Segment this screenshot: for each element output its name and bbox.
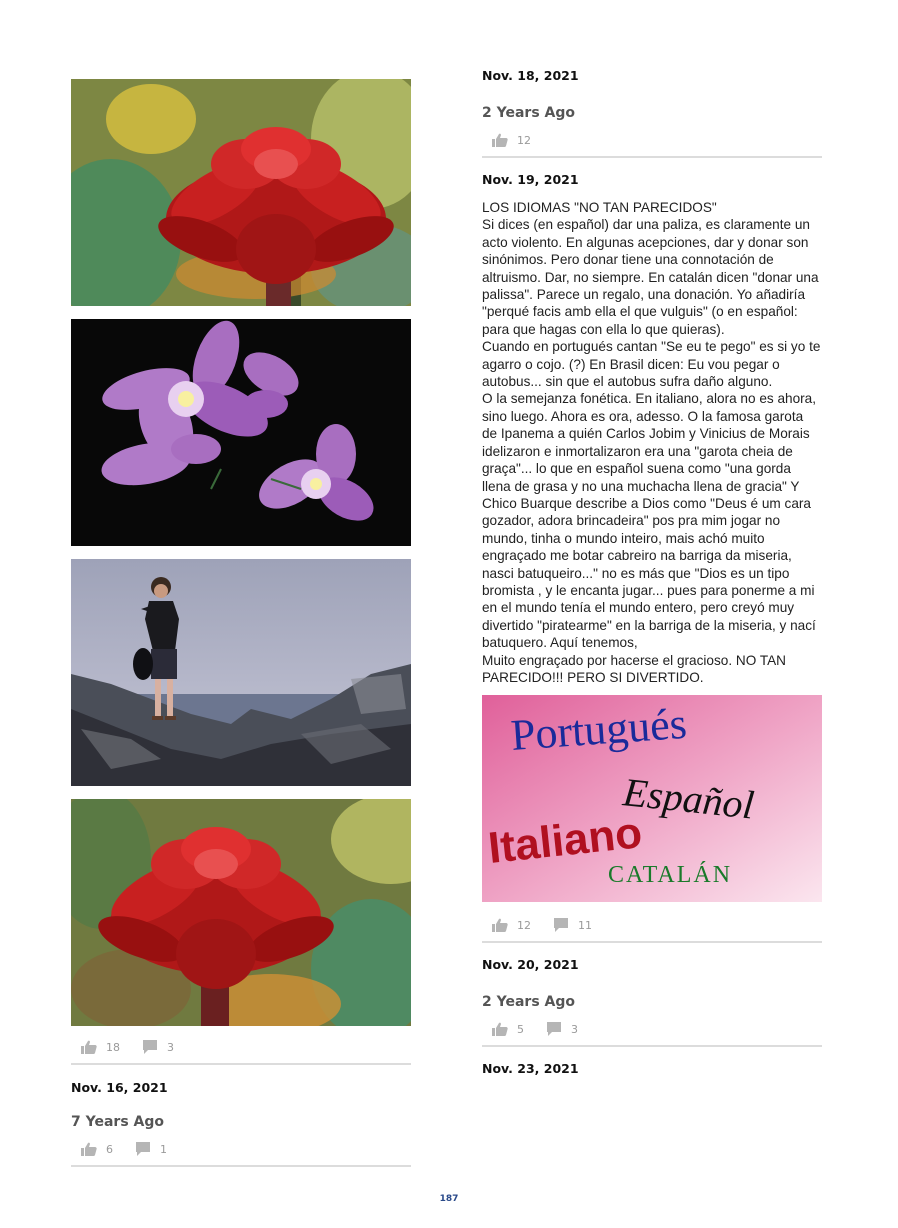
post-date: Nov. 16, 2021 — [71, 1080, 168, 1095]
post-date: Nov. 20, 2021 — [482, 957, 579, 973]
post-paragraph: Muito engraçado por hacerse el gracioso. NO TAN PARECIDO!!! PERO SI DIVERTIDO. — [482, 652, 786, 685]
post-date: Nov. 23, 2021 — [482, 1061, 579, 1077]
like-count: 12 — [517, 918, 531, 932]
speech-bubble-icon — [553, 918, 569, 932]
like-button[interactable] — [81, 1142, 113, 1156]
comment-count: 11 — [578, 918, 592, 932]
photo-purple-orchids[interactable] — [71, 319, 411, 546]
photo-red-flower-2[interactable] — [71, 799, 411, 1026]
post-ago: 2 Years Ago — [482, 994, 575, 1011]
like-button[interactable] — [492, 133, 531, 147]
speech-bubble-icon — [546, 1022, 562, 1036]
photo-woman-on-lava[interactable] — [71, 559, 411, 786]
like-button[interactable] — [81, 1040, 120, 1054]
red-flower-image — [71, 79, 411, 306]
comment-button[interactable] — [553, 918, 592, 932]
post-text — [482, 199, 822, 686]
like-count: 18 — [106, 1040, 120, 1054]
photo-red-flower[interactable] — [71, 79, 411, 306]
thumbs-up-icon — [81, 1040, 97, 1054]
speech-bubble-icon — [142, 1040, 158, 1054]
word-italiano: Italiano — [485, 808, 645, 874]
comment-button[interactable] — [135, 1142, 167, 1156]
divider — [71, 1165, 411, 1167]
post-stats — [482, 914, 822, 936]
comment-count: 1 — [160, 1142, 167, 1156]
comment-count: 3 — [167, 1040, 174, 1054]
comment-count: 3 — [571, 1022, 578, 1036]
thumbs-up-icon — [492, 1022, 508, 1036]
post-paragraph: O la semejanza fonética. En italiano, alora no es ahora, sino luego. Ahora es ora, adesso. O la famosa garota de Ipanema a quién Carlos Jobim y Vinicius de Morais idelizaron e inmortalizaron era una "garota cheia de graça"... lo que en español suena como "una gorda llena de grasa y no una muchacha llena de gracia" Y Chico Buarque describe a Dios como "Deus é um cara gozador, adora brincadeira" pos pra mim jogar no mundo, tinha o mundo inteiro, mais achó muito engraçado me botar cabreiro na barriga da miseria, nasci batuqueiro..." no es más que "Dios es un tipo bromista , y le encanta jugar... pues para ponerme a mi en el mundo tenía el mundo entero, pero creyó muy divertido "piratearme" en la barriga de la miseria, y nací batuquero. Aquí tenemos, — [482, 391, 817, 651]
post-stats — [482, 1018, 822, 1040]
left-column — [71, 79, 411, 1167]
like-count: 12 — [517, 133, 531, 147]
speech-bubble-icon — [135, 1142, 151, 1156]
languages-graphic — [482, 695, 822, 902]
post-stats — [71, 1138, 411, 1160]
red-flower-image-2 — [71, 799, 411, 1026]
right-column — [482, 68, 822, 1076]
page-number: 187 — [439, 1194, 459, 1204]
post-date: Nov. 19, 2021 — [482, 172, 579, 187]
thumbs-up-icon — [492, 918, 508, 932]
post-stats — [482, 129, 822, 151]
thumbs-up-icon — [81, 1142, 97, 1156]
post-stats — [71, 1036, 411, 1058]
woman-lava-image — [71, 559, 411, 786]
post-ago: 2 Years Ago — [482, 105, 575, 121]
post-date: Nov. 18, 2021 — [482, 68, 579, 83]
post-title: LOS IDIOMAS "NO TAN PARECIDOS" — [482, 200, 717, 215]
post-ago: 7 Years Ago — [71, 1114, 164, 1130]
thumbs-up-icon — [492, 133, 508, 147]
like-count: 6 — [106, 1142, 113, 1156]
like-button[interactable] — [492, 1022, 524, 1036]
word-portugues: Portugués — [509, 699, 689, 761]
post-paragraph: Si dices (en español) dar una paliza, es claramente un acto violento. En algunas acepciones, dar y donar son sinónimos. Pero donar tiene una connotación de altruismo. Dar, no siempre. En catalán dicen "donar una palissa". Parece un regalo, una donación. Yo añadiría "perqué facis amb ella el que vulguis" (o en español: para que hagas con ella lo que quieras). — [482, 217, 819, 337]
word-catalan: CATALÁN — [608, 862, 733, 889]
like-button[interactable] — [492, 918, 531, 932]
purple-orchids-image — [71, 319, 411, 546]
like-count: 5 — [517, 1022, 524, 1036]
languages-image[interactable] — [482, 695, 822, 902]
comment-button[interactable] — [546, 1022, 578, 1036]
post-paragraph: Cuando en portugués cantan "Se eu te pego" es si yo te agarro o cojo. (?) En Brasil dicen: Eu vou pegar o autobus... sin que el autobus sufra daño alguno. — [482, 339, 821, 390]
word-espanol: Español — [621, 769, 757, 829]
comment-button[interactable] — [142, 1040, 174, 1054]
